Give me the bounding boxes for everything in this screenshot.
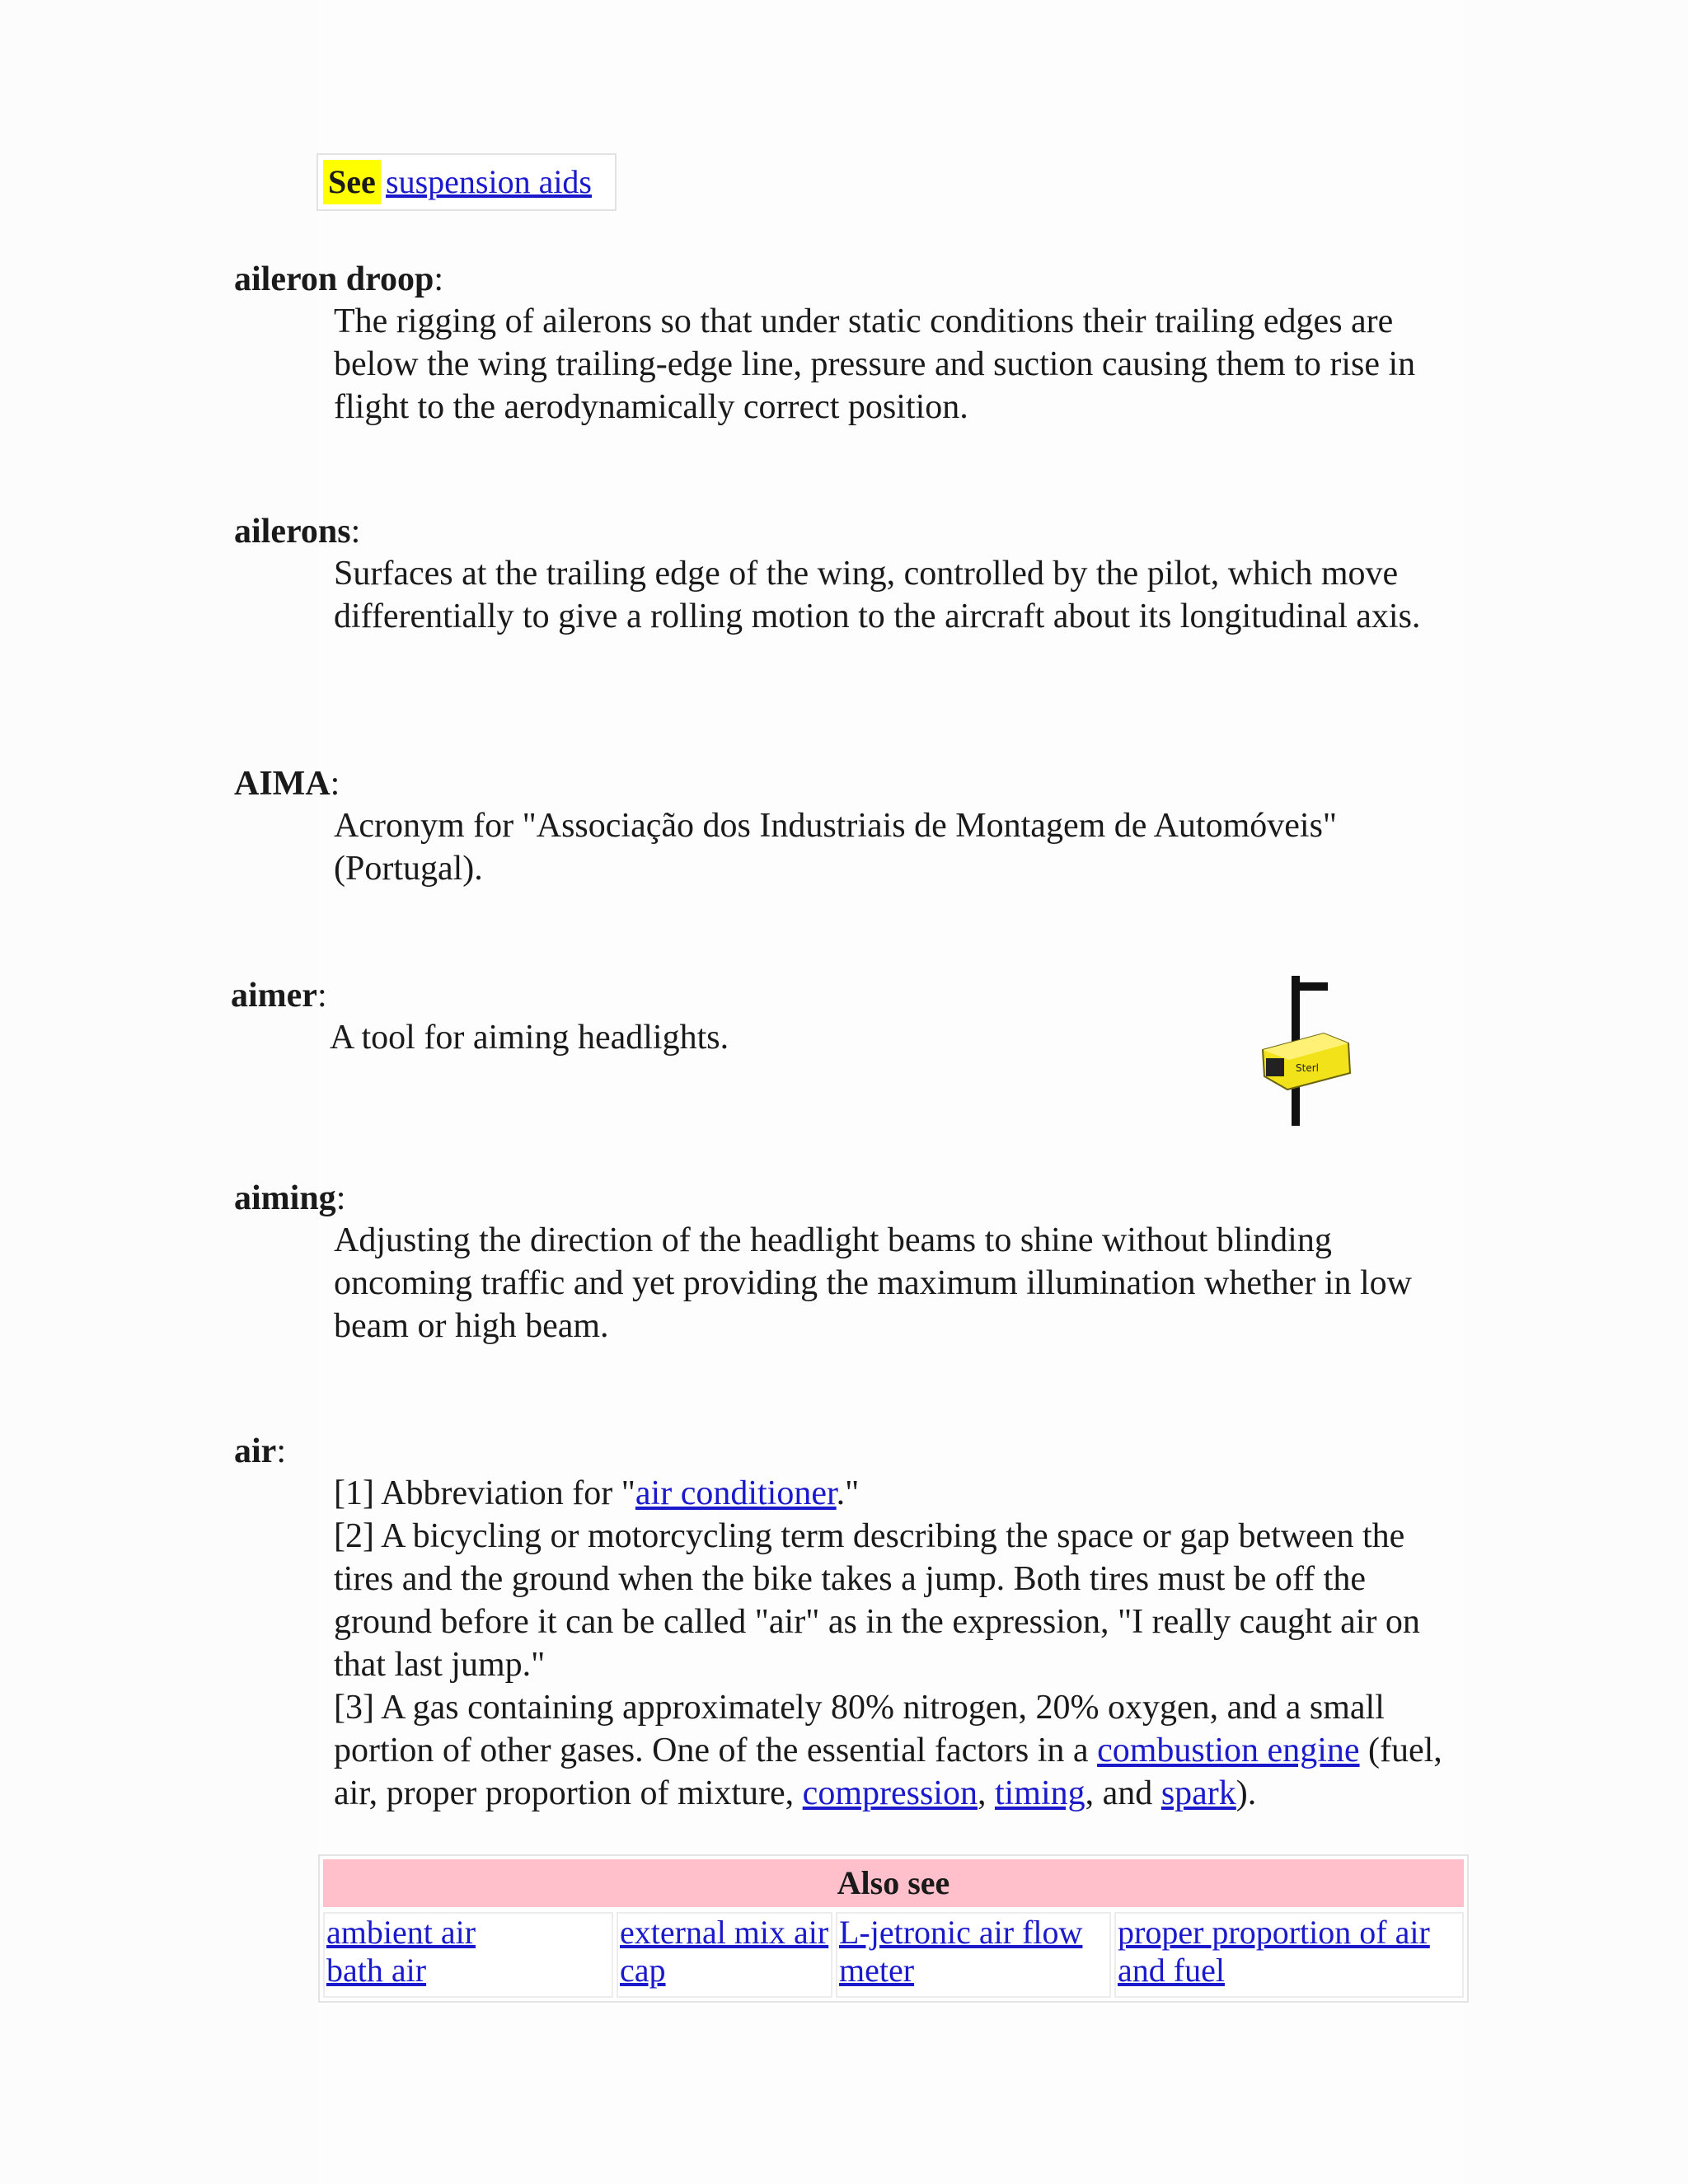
- also-see-column-4: [1114, 1912, 1464, 1998]
- air-conditioner-link[interactable]: air conditioner: [635, 1474, 837, 1512]
- term-colon: :: [276, 1432, 286, 1470]
- timing-link[interactable]: timing: [994, 1774, 1085, 1812]
- term-aimer-label: aimer: [231, 977, 317, 1015]
- term-ailerons: [234, 510, 360, 553]
- also-see-table: [318, 1854, 1469, 2003]
- external-mix-air-cap-link[interactable]: external mix air cap: [620, 1914, 829, 1989]
- also-see-header: Also see: [323, 1859, 1464, 1907]
- definition-ailerons: [334, 552, 1471, 638]
- term-aileron-droop: [234, 258, 443, 301]
- def-text: [1] Abbreviation for ": [334, 1474, 635, 1512]
- def-text: ,: [977, 1774, 995, 1812]
- definition-air: [334, 1472, 1471, 1815]
- def-text: (fuel, air, proper proportion of mixture,: [334, 1732, 1442, 1812]
- definition-text: The rigging of ailerons so that under static conditions their trailing edges are below the wing trailing-edge line, pressure and suction causing them to rise in flight to the aerodynamically correct position.: [334, 302, 1416, 426]
- term-colon: :: [316, 977, 327, 1015]
- definition-aima: [334, 804, 1471, 890]
- also-see-column-3: [836, 1912, 1111, 1998]
- def-text: [3] A gas containing approximately 80% nitrogen, 20% oxygen, and a small portion of other gases. One of the essential factors in a: [334, 1689, 1385, 1769]
- def-text: .": [836, 1474, 860, 1512]
- term-air: [234, 1430, 286, 1473]
- term-aima-label: AIMA: [234, 765, 331, 803]
- term-colon: :: [335, 1179, 346, 1217]
- definition-text: A tool for aiming headlights.: [330, 1019, 729, 1057]
- definition-air-2: [2] A bicycling or motorcycling term describing the space or gap between the tires and the ground when the bike takes a jump. Both tires must be off the ground before it can be called "air" as in the expression, "I really caught air on that last jump.": [334, 1517, 1420, 1684]
- term-aiming-label: aiming: [234, 1179, 336, 1217]
- l-jetronic-air-flow-meter-link[interactable]: L-jetronic air flow meter: [839, 1914, 1083, 1989]
- proper-proportion-link[interactable]: proper proportion of air and fuel: [1118, 1914, 1430, 1989]
- term-aileron-droop-label: aileron droop: [234, 260, 434, 298]
- headlight-aimer-icon: [1253, 972, 1360, 1129]
- definition-aiming: [334, 1219, 1471, 1347]
- def-text: , and: [1085, 1774, 1161, 1812]
- definition-air-3: [334, 1686, 1471, 1815]
- spark-link[interactable]: spark: [1160, 1774, 1236, 1812]
- compression-link[interactable]: compression: [802, 1774, 978, 1812]
- term-aimer: [231, 974, 327, 1017]
- definition-aimer: [330, 1016, 1154, 1059]
- definition-text: Surfaces at the trailing edge of the wing, controlled by the pilot, which move differentially to give a rolling motion to the aircraft about its longitudinal axis.: [334, 555, 1421, 635]
- definition-aileron-droop: [334, 300, 1471, 429]
- term-colon: :: [330, 765, 340, 803]
- term-colon: :: [350, 513, 361, 551]
- see-label: See: [323, 160, 381, 204]
- term-aima: [234, 762, 340, 805]
- def-text: ).: [1236, 1774, 1257, 1812]
- aimer-brand-text: Sterl: [1296, 1062, 1319, 1074]
- term-air-label: air: [234, 1432, 277, 1470]
- bath-air-link[interactable]: bath air: [326, 1952, 427, 1989]
- ambient-air-link[interactable]: ambient air: [326, 1914, 476, 1951]
- definition-text: Acronym for "Associação dos Industriais de Montagem de Automóveis" (Portugal).: [334, 807, 1338, 888]
- also-see-column-1: [323, 1912, 613, 1998]
- term-colon: :: [434, 260, 443, 298]
- combustion-engine-link[interactable]: combustion engine: [1097, 1732, 1360, 1769]
- term-ailerons-label: ailerons: [234, 513, 351, 551]
- term-aiming: [234, 1177, 345, 1220]
- definition-text: Adjusting the direction of the headlight beams to shine without blinding oncoming traffic and yet providing the maximum illumination whether in low beam or high beam.: [334, 1221, 1412, 1345]
- suspension-aids-link[interactable]: suspension aids: [386, 163, 592, 200]
- also-see-column-2: [617, 1912, 832, 1998]
- see-box: [316, 153, 617, 211]
- definition-air-1: [334, 1472, 1471, 1515]
